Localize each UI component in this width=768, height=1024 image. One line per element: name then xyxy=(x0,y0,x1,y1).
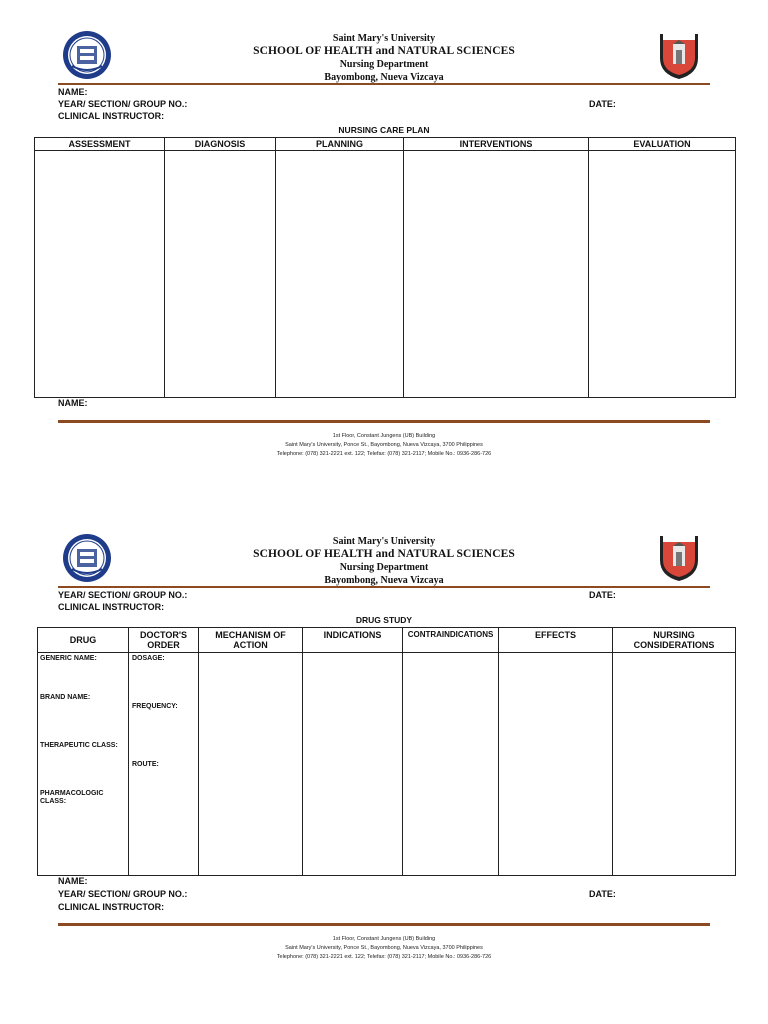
university-name: Saint Mary's University xyxy=(332,536,436,547)
effects-cell[interactable] xyxy=(499,653,613,876)
drug-cell[interactable] xyxy=(38,653,129,876)
date-label: DATE: xyxy=(589,590,616,600)
footer xyxy=(0,432,768,459)
name-label-bottom: NAME: xyxy=(58,876,88,886)
route-label: ROUTE: xyxy=(132,761,159,768)
name-label-bottom: NAME: xyxy=(58,398,88,408)
care-plan-title: NURSING CARE PLAN xyxy=(338,125,430,135)
drug-study-title: DRUG STUDY xyxy=(355,615,413,625)
col-effects: EFFECTS xyxy=(499,628,613,653)
mechanism-cell[interactable] xyxy=(199,653,303,876)
therapeutic-class-label: THERAPEUTIC CLASS: xyxy=(40,742,118,749)
location: Bayombong, Nueva Vizcaya xyxy=(324,575,444,586)
date-label: DATE: xyxy=(589,99,616,109)
drug-study-table xyxy=(37,627,736,876)
school-name: SCHOOL OF HEALTH and NATURAL SCIENCES xyxy=(253,45,515,57)
brand-name-label: BRAND NAME: xyxy=(40,694,91,701)
evaluation-cell[interactable] xyxy=(589,151,736,398)
footer-line-3: Telephone: (078) 321-2221 ext. 122; Telefax: (078) 321-2117; Mobile No.: 0936-286-726 xyxy=(276,451,492,457)
col-contraindications: CONTRAINDICATIONS xyxy=(403,628,499,653)
footer xyxy=(0,935,768,962)
col-doctors-order: DOCTOR'S ORDER xyxy=(129,628,199,653)
col-evaluation: EVALUATION xyxy=(589,138,736,151)
location: Bayombong, Nueva Vizcaya xyxy=(324,72,444,83)
instructor-label: CLINICAL INSTRUCTOR: xyxy=(58,111,165,121)
col-interventions: INTERVENTIONS xyxy=(404,138,589,151)
contraindications-cell[interactable] xyxy=(403,653,499,876)
department-name: Nursing Department xyxy=(339,59,429,70)
footer-line-2: Saint Mary's University, Ponce St., Bayombong, Nueva Vizcaya, 3700 Philippines xyxy=(285,945,483,951)
university-name: Saint Mary's University xyxy=(332,33,436,44)
footer-line-3: Telephone: (078) 321-2221 ext. 122; Telefax: (078) 321-2117; Mobile No.: 0936-286-726 xyxy=(276,954,492,960)
letterhead xyxy=(0,535,768,587)
planning-cell[interactable] xyxy=(276,151,404,398)
col-diagnosis: DIAGNOSIS xyxy=(165,138,276,151)
footer-line-1: 1st Floor, Constant Jungens (UB) Building xyxy=(332,433,436,439)
instructor-label-bottom: CLINICAL INSTRUCTOR: xyxy=(58,902,165,912)
letterhead xyxy=(0,32,768,84)
school-name: SCHOOL OF HEALTH and NATURAL SCIENCES xyxy=(253,548,515,560)
instructor-label: CLINICAL INSTRUCTOR: xyxy=(58,602,165,612)
department-name: Nursing Department xyxy=(339,562,429,573)
col-drug: DRUG xyxy=(38,628,129,653)
nursing-considerations-cell[interactable] xyxy=(613,653,736,876)
interventions-cell[interactable] xyxy=(404,151,589,398)
generic-name-label: GENERIC NAME: xyxy=(40,655,97,662)
footer-line-1: 1st Floor, Constant Jungens (UB) Building xyxy=(332,936,436,942)
care-plan-table xyxy=(34,137,736,398)
pharmacologic-class-label: PHARMACOLOGIC CLASS: xyxy=(40,790,104,805)
col-planning: PLANNING xyxy=(276,138,404,151)
footer-line-2: Saint Mary's University, Ponce St., Bayombong, Nueva Vizcaya, 3700 Philippines xyxy=(285,442,483,448)
diagnosis-cell[interactable] xyxy=(165,151,276,398)
col-assessment: ASSESSMENT xyxy=(35,138,165,151)
name-label: NAME: xyxy=(58,87,88,97)
date-label-bottom: DATE: xyxy=(589,889,616,899)
dosage-label: DOSAGE: xyxy=(132,655,165,662)
col-nursing-considerations: NURSING CONSIDERATIONS xyxy=(613,628,736,653)
header-rule xyxy=(58,586,710,588)
footer-rule xyxy=(58,420,710,423)
col-mechanism: MECHANISM OF ACTION xyxy=(199,628,303,653)
year-section-label: YEAR/ SECTION/ GROUP NO.: xyxy=(58,590,188,600)
year-section-label: YEAR/ SECTION/ GROUP NO.: xyxy=(58,99,188,109)
assessment-cell[interactable] xyxy=(35,151,165,398)
header-rule xyxy=(58,83,710,85)
indications-cell[interactable] xyxy=(303,653,403,876)
year-section-label-bottom: YEAR/ SECTION/ GROUP NO.: xyxy=(58,889,188,899)
col-indications: INDICATIONS xyxy=(303,628,403,653)
frequency-label: FREQUENCY: xyxy=(132,703,178,710)
footer-rule xyxy=(58,923,710,926)
